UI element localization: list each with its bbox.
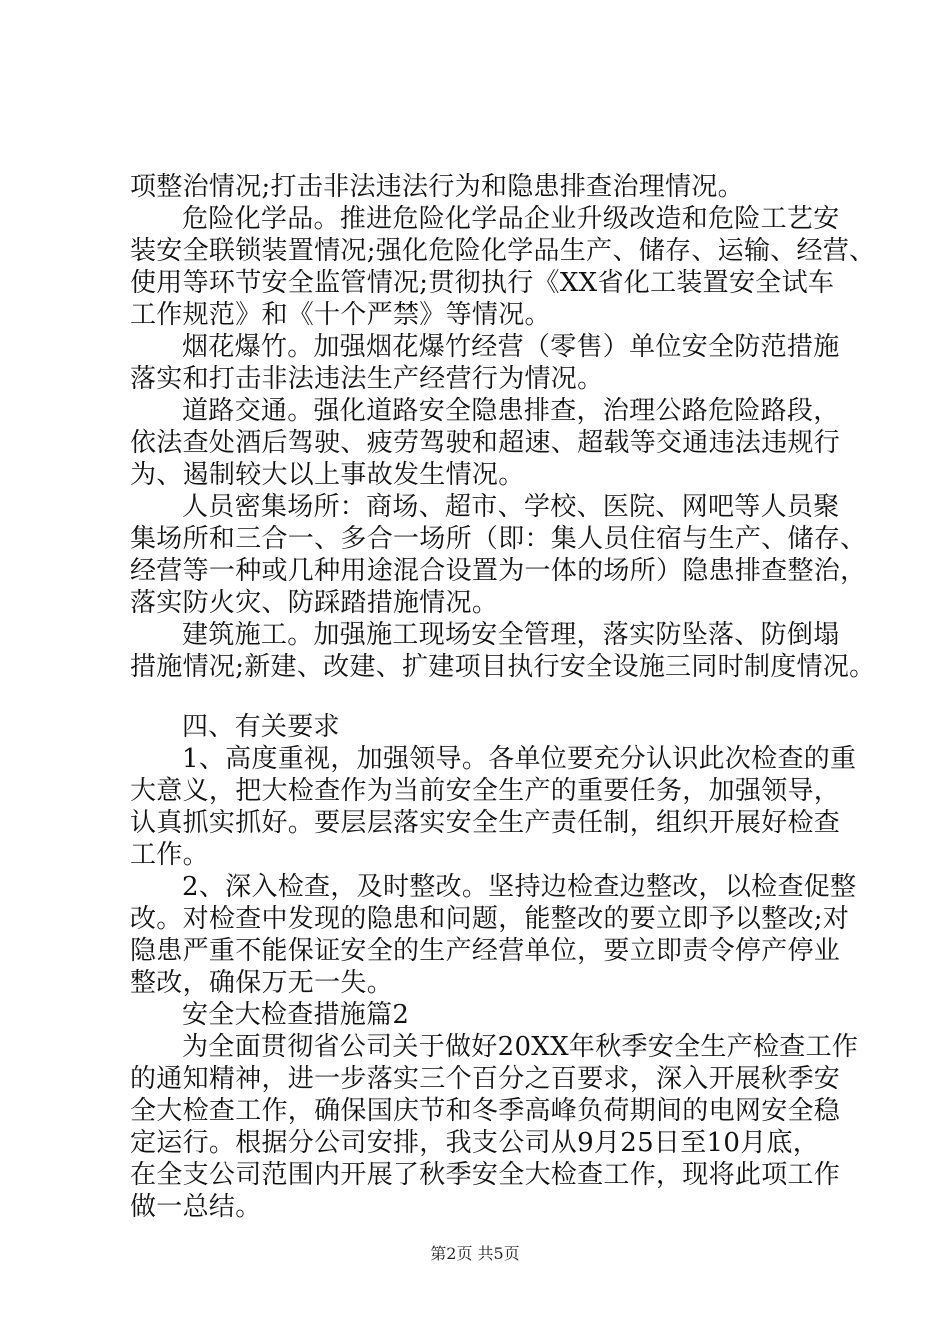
text-line: 经营等一种或几种用途混合设置为一体的场所）隐患排查整治， xyxy=(130,556,867,586)
text-line: 落实防火灾、防踩踏措施情况。 xyxy=(130,588,499,618)
text-line: 定运行。根据分公司安排，我支公司从9月25日至10月底， xyxy=(130,1128,820,1158)
text-line: 的通知精神，进一步落实三个百分之百要求，深入开展秋季安 xyxy=(130,1064,841,1094)
section-heading-part-2: 安全大检查措施篇2 xyxy=(182,1000,410,1030)
text-line: 为、遏制较大以上事故发生情况。 xyxy=(130,460,525,490)
text-line: 装安全联锁装置情况;强化危险化学品生产、储存、运输、经营、 xyxy=(130,236,876,266)
text-line: 集场所和三合一、多合一场所（即：集人员住宿与生产、储存、 xyxy=(130,524,867,554)
paragraph-requirement-2: 2、深入检查，及时整改。坚持边检查边整改，以检查促整 xyxy=(182,872,857,902)
text-line: 落实和打击非法违法生产经营行为情况。 xyxy=(130,364,604,394)
document-body xyxy=(130,171,876,1223)
text-line: 在全支公司范围内开展了秋季安全大检查工作，现将此项工作 xyxy=(130,1160,841,1190)
page-number-footer: 第2页 共5页 xyxy=(430,1244,520,1263)
paragraph-gap xyxy=(130,683,860,711)
text-line: 措施情况;新建、改建、扩建项目执行安全设施三同时制度情况。 xyxy=(130,652,876,682)
paragraph-construction: 建筑施工。加强施工现场安全管理，落实防坠落、防倒塌 xyxy=(182,620,840,650)
text-line: 认真抓实抓好。要层层落实安全生产责任制，组织开展好检查 xyxy=(130,808,841,838)
text-line: 工作。 xyxy=(130,840,209,870)
text-line: 依法查处酒后驾驶、疲劳驾驶和超速、超载等交通违法违规行 xyxy=(130,428,841,458)
text-line: 隐患严重不能保证安全的生产经营单位，要立即责令停产停业 xyxy=(130,936,841,966)
text-line: 工作规范》和《十个严禁》等情况。 xyxy=(130,300,551,330)
text-line: 整改，确保万无一失。 xyxy=(130,968,394,998)
paragraph-autumn-inspection: 为全面贯彻省公司关于做好20XX年秋季安全生产检查工作 xyxy=(182,1032,859,1062)
section-heading-requirements: 四、有关要求 xyxy=(182,712,340,742)
text-line: 全大检查工作，确保国庆节和冬季高峰负荷期间的电网安全稳 xyxy=(130,1096,841,1126)
text-line: 改。对检查中发现的隐患和问题，能整改的要立即予以整改;对 xyxy=(130,904,850,934)
text-line: 项整治情况;打击非法违法行为和隐患排查治理情况。 xyxy=(130,172,744,202)
paragraph-fireworks: 烟花爆竹。加强烟花爆竹经营（零售）单位安全防范措施 xyxy=(182,332,840,362)
text-line: 大意义，把大检查作为当前安全生产的重要任务，加强领导， xyxy=(130,776,841,806)
paragraph-requirement-1: 1、高度重视，加强领导。各单位要充分认识此次检查的重 xyxy=(182,744,857,774)
text-line: 做一总结。 xyxy=(130,1192,262,1222)
paragraph-hazardous-chemicals: 危险化学品。推进危险化学品企业升级改造和危险工艺安 xyxy=(182,204,840,234)
text-line: 使用等环节安全监管情况;贯彻执行《XX省化工装置安全试车 xyxy=(130,268,835,298)
paragraph-crowded-places: 人员密集场所：商场、超市、学校、医院、网吧等人员聚 xyxy=(182,492,840,522)
paragraph-road-traffic: 道路交通。强化道路安全隐患排查，治理公路危险路段， xyxy=(182,396,840,426)
